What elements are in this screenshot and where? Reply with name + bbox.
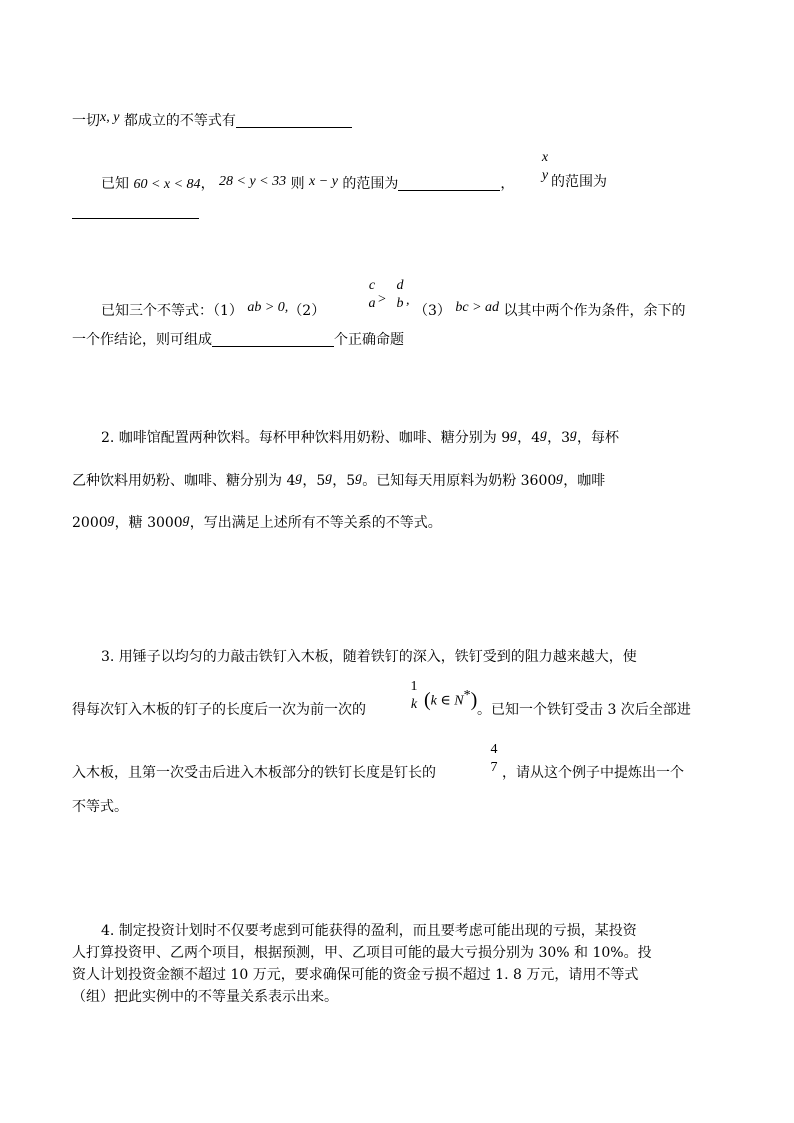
unit-g: g bbox=[182, 512, 190, 527]
answer-blank-2[interactable] bbox=[398, 174, 500, 191]
denominator: 7 bbox=[490, 760, 498, 775]
text: 的范围为 bbox=[337, 176, 399, 192]
line-1 bbox=[72, 108, 352, 131]
problem-3-line-4 bbox=[72, 797, 128, 817]
unit-g: g bbox=[510, 427, 518, 442]
text: 人打算投资甲、乙两个项目，根据预测，甲、乙项目可能的最大亏损分别为 30% 和 10%。投 bbox=[72, 945, 652, 961]
text: 已知三个不等式：（1） bbox=[101, 303, 248, 319]
problem-4-line-3 bbox=[72, 965, 638, 985]
text: 不等式。 bbox=[72, 799, 128, 815]
fraction-1-over-k bbox=[408, 679, 420, 713]
problem-4-line-1 bbox=[101, 921, 637, 941]
problem-3-line-2b bbox=[477, 700, 691, 720]
var-x: x bbox=[100, 110, 107, 125]
text: 资人计划投资金额不超过 10 万元，要求确保可能的资金亏损不超过 1. 8 万元，请用不等式 bbox=[72, 967, 639, 983]
fraction-d-over-b bbox=[394, 278, 406, 312]
text: ，3 bbox=[547, 430, 571, 446]
text: （组）把此实例中的不等量关系表示出来。 bbox=[72, 989, 338, 1005]
text: 2. 咖啡馆配置两种饮料。每杯甲种饮料用奶粉、咖啡、糖分别为 9 bbox=[101, 430, 511, 446]
text: （3） bbox=[414, 303, 456, 319]
answer-blank-3[interactable] bbox=[72, 202, 199, 219]
comma: , bbox=[406, 293, 410, 308]
denominator: b bbox=[396, 296, 404, 311]
ineq-ab: ab > 0, bbox=[247, 300, 289, 315]
problem-3-line-3a bbox=[72, 763, 436, 783]
line-5 bbox=[72, 330, 404, 350]
text: 已知 bbox=[101, 176, 134, 192]
unit-g: g bbox=[295, 470, 303, 485]
unit-g: g bbox=[325, 470, 333, 485]
text: （2） bbox=[288, 303, 326, 319]
line-4-tail bbox=[414, 298, 685, 321]
text: 入木板，且第一次受击后进入木板部分的铁钉长度是钉长的 bbox=[72, 765, 436, 781]
text: 得每次钉入木板的钉子的长度后一次为前一次的 bbox=[72, 702, 366, 718]
ineq-bc-ad: bc > ad bbox=[455, 300, 500, 315]
answer-blank-1[interactable] bbox=[236, 111, 352, 128]
k-in-n: k ∈ N bbox=[430, 693, 464, 709]
problem-4-line-4 bbox=[72, 987, 338, 1007]
fraction-x-over-y bbox=[538, 150, 552, 184]
unit-g: g bbox=[570, 427, 578, 442]
numerator: d bbox=[396, 278, 404, 293]
text: 2000 bbox=[72, 515, 108, 531]
unit-g: g bbox=[556, 470, 564, 485]
unit-g: g bbox=[540, 427, 548, 442]
problem-3-line-2a bbox=[72, 700, 366, 720]
text: 个正确命题 bbox=[334, 332, 404, 348]
problem-2-line-2 bbox=[72, 468, 605, 491]
unit-g: g bbox=[355, 470, 363, 485]
line-2-tail bbox=[551, 172, 607, 192]
problem-2-line-3 bbox=[72, 510, 442, 533]
set-condition bbox=[424, 688, 477, 712]
denominator: y bbox=[541, 168, 549, 183]
numerator: c bbox=[368, 278, 376, 293]
line-4 bbox=[101, 298, 325, 321]
text: ，4 bbox=[517, 430, 541, 446]
text: 的范围为 bbox=[551, 174, 607, 190]
problem-4-line-2 bbox=[72, 943, 652, 963]
answer-blank-4[interactable] bbox=[212, 330, 334, 347]
var-y: y bbox=[113, 110, 120, 125]
numerator: 4 bbox=[490, 742, 498, 757]
ineq-x: 60 < x < 84 bbox=[133, 177, 201, 192]
text: 一个作结论，则可组成 bbox=[72, 332, 212, 348]
denominator: a bbox=[368, 296, 376, 311]
problem-3-line-3b bbox=[502, 763, 684, 783]
fraction-4-over-7 bbox=[488, 742, 500, 776]
text: ，5 bbox=[332, 473, 356, 489]
text: ，5 bbox=[302, 473, 326, 489]
text: ，糖 3000 bbox=[114, 515, 183, 531]
left-paren: ( bbox=[424, 689, 431, 712]
greater-than: > bbox=[378, 292, 386, 307]
text: 。已知一个铁钉受击 3 次后全部进 bbox=[477, 702, 691, 718]
problem-3-line-1 bbox=[101, 647, 637, 667]
text: ，咖啡 bbox=[563, 473, 606, 489]
text: 乙种饮料用奶粉、咖啡、糖分别为 4 bbox=[72, 473, 296, 489]
text: 。已知每天用原料为奶粉 3600 bbox=[362, 473, 557, 489]
star: * bbox=[463, 688, 471, 703]
text: ，写出满足上述所有不等关系的不等式。 bbox=[189, 515, 442, 531]
text: ，请从这个例子中提炼出一个 bbox=[502, 765, 684, 781]
right-paren: ) bbox=[470, 689, 478, 712]
ineq-y: 28 < y < 33 bbox=[219, 174, 287, 189]
comma: , bbox=[106, 110, 114, 125]
text: 3. 用锤子以均匀的力敲击铁钉入木板，随着铁钉的深入，铁钉受到的阻力越来越大，使 bbox=[101, 649, 637, 665]
text: ， bbox=[200, 176, 220, 192]
problem-2-line-1 bbox=[101, 425, 619, 448]
text: 以其中两个作为条件，余下的 bbox=[499, 303, 686, 319]
text: 则 bbox=[286, 176, 310, 192]
expr-x-minus-y: x − y bbox=[309, 174, 338, 189]
text: 4. 制定投资计划时不仅要考虑到可能获得的盈利，而且要考虑可能出现的亏损，某投资 bbox=[101, 923, 637, 939]
text: ， bbox=[500, 176, 515, 192]
line-2 bbox=[101, 172, 522, 195]
numerator: 1 bbox=[410, 679, 418, 694]
text: ，每杯 bbox=[577, 430, 620, 446]
numerator: x bbox=[541, 150, 549, 165]
fraction-c-over-a bbox=[366, 278, 378, 312]
text: 一切 bbox=[72, 113, 100, 129]
denominator: k bbox=[410, 697, 418, 712]
unit-g: g bbox=[107, 512, 115, 527]
text: 都成立的不等式有 bbox=[119, 113, 236, 129]
